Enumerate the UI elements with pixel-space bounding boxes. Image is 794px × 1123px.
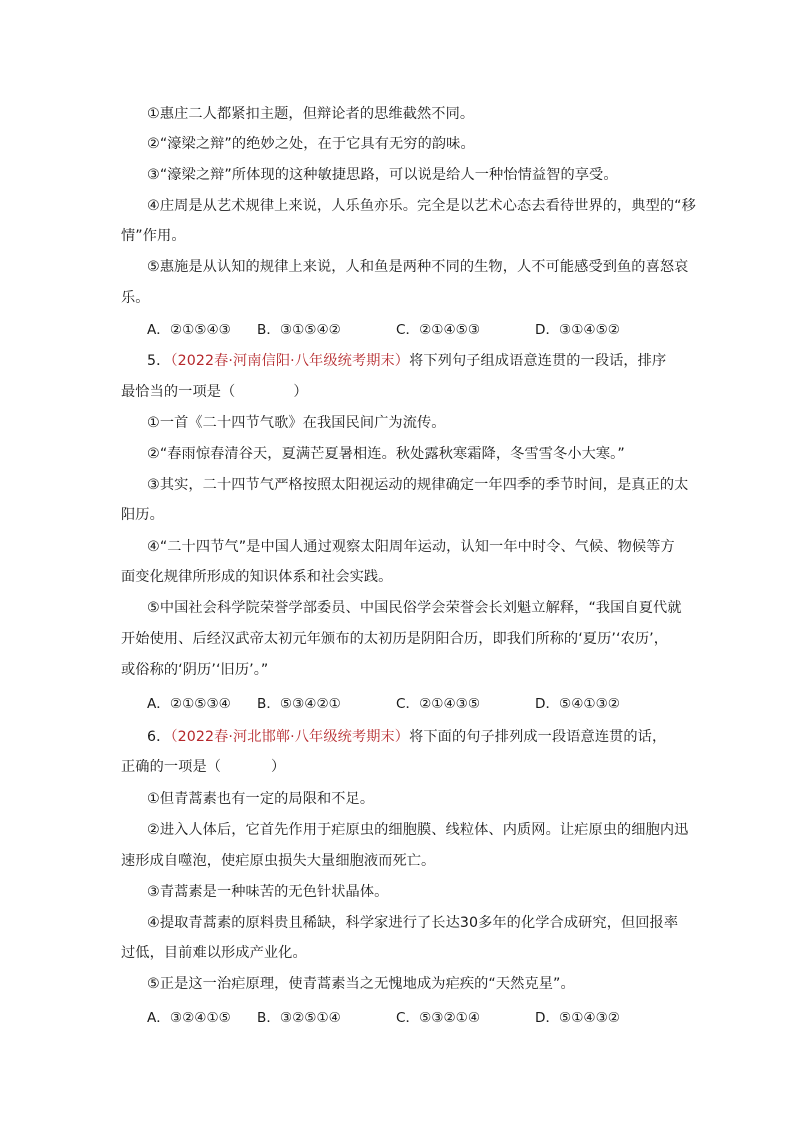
q6-sentence-1: ①但青蒿素也有一定的局限和不足。 [147, 791, 375, 807]
q5-sentence-3: ③其实，二十四节气严格按照太阳视运动的规律确定一年四季的季节时间，是真正的太 [147, 477, 689, 493]
q4-option-d[interactable]: D．③①④⑤② [535, 322, 620, 338]
q6-sentence-4-cont: 过低，目前难以形成产业化。 [121, 945, 307, 961]
q6-sentence-2-cont: 速形成自噬泡，使疟原虫损失大量细胞液而死亡。 [121, 853, 436, 869]
q4-option-c[interactable]: C．②①④⑤③ [396, 322, 481, 338]
q5-sentence-4: ④“二十四节气”是中国人通过观察太阳周年运动，认知一年中时令、气候、物候等方 [147, 539, 675, 555]
q6-sentence-4: ④提取青蒿素的原料贵且稀缺，科学家进行了长达30多年的化学合成研究，但回报率 [147, 915, 679, 931]
q5-sentence-5: ⑤中国社会科学院荣誉学部委员、中国民俗学会荣誉会长刘魁立解释，“我国自夏代就 [147, 600, 682, 616]
q6-sentence-2: ②进入人体后，它首先作用于疟原虫的细胞膜、线粒体、内质网。让疟原虫的细胞内迅 [147, 822, 689, 838]
q4-sentence-2: ②“濠梁之辩”的绝妙之处，在于它具有无穷的韵味。 [147, 136, 475, 152]
q6-sentence-3: ③青蒿素是一种味苦的无色针状晶体。 [147, 884, 389, 900]
q5-option-a[interactable]: A．②①⑤③④ [147, 696, 231, 712]
q4-sentence-4: ④庄周是从艺术规律上来说，人乐鱼亦乐。完全是以艺术心态去看待世界的，典型的“移 [147, 198, 696, 214]
q6-number: 6． [147, 729, 171, 745]
q6-stem [147, 727, 666, 747]
q4-sentence-1: ①惠庄二人都紧扣主题，但辩论者的思维截然不同。 [147, 106, 475, 122]
q6-stem-cont: 正确的一项是（ ） [121, 759, 286, 775]
q5-sentence-2: ②“春雨惊春清谷天，夏满芒夏暑相连。秋处露秋寒霜降，冬雪雪冬小大寒。” [147, 446, 625, 462]
q4-sentence-5: ⑤惠施是从认知的规律上来说，人和鱼是两种不同的生物，人不可能感受到鱼的喜怒哀 [147, 259, 689, 275]
q5-sentence-5-cont: 开始使用、后经汉武帝太初元年颁布的太初历是阴阳合历，即我们所称的‘夏历’‘农历’， [121, 631, 669, 647]
q5-sentence-3-cont: 阳历。 [121, 507, 164, 523]
q6-option-d[interactable]: D．⑤①④③② [535, 1010, 620, 1026]
q5-sentence-4-cont: 面变化规律所形成的知识体系和社会实践。 [121, 569, 393, 585]
q5-option-b[interactable]: B．⑤③④②① [257, 696, 341, 712]
q4-sentence-4-cont: 情”作用。 [121, 228, 186, 244]
q5-source: （2022春·河南信阳·八年级统考期末） [170, 353, 410, 369]
q6-source: （2022春·河北邯郸·八年级统考期末） [170, 729, 410, 745]
q6-option-a[interactable]: A．③②④①⑤ [147, 1010, 231, 1026]
q4-option-b[interactable]: B．③①⑤④② [257, 322, 341, 338]
q6-stem-text: 将下面的句子排列成一段语意连贯的话， [409, 729, 667, 745]
q5-sentence-1: ①一首《二十四节气歌》在我国民间广为流传。 [147, 415, 446, 431]
q4-sentence-5-cont: 乐。 [121, 290, 150, 306]
q6-sentence-5: ⑤正是这一治疟原理，使青蒿素当之无愧地成为疟疾的“天然克星”。 [147, 976, 575, 992]
q4-option-a[interactable]: A．②①⑤④③ [147, 322, 231, 338]
q5-stem-cont: 最恰当的一项是（ ） [121, 384, 308, 400]
q6-option-c[interactable]: C．⑤③②①④ [396, 1010, 481, 1026]
q5-number: 5． [147, 353, 171, 369]
q5-option-c[interactable]: C．②①④③⑤ [396, 696, 481, 712]
q4-sentence-3: ③“濠梁之辩”所体现的这种敏捷思路，可以说是给人一种怡情益智的享受。 [147, 167, 618, 183]
q5-stem-text: 将下列句子组成语意连贯的一段话，排序 [409, 353, 667, 369]
q5-option-d[interactable]: D．⑤④①③② [535, 696, 620, 712]
q6-option-b[interactable]: B．③②⑤①④ [257, 1010, 341, 1026]
q5-sentence-5-end: 或俗称的‘阴历’‘旧历’。” [121, 662, 269, 678]
q5-stem [147, 351, 666, 371]
